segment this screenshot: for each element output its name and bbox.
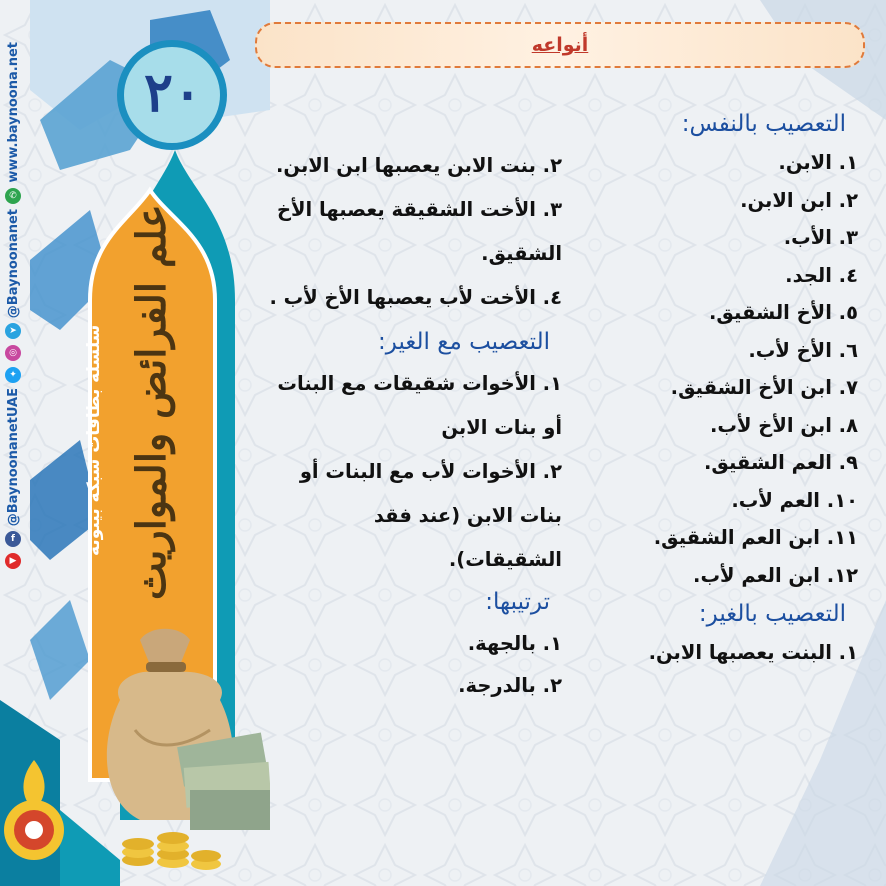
card-number: ٢٠	[143, 60, 202, 124]
list-item: ٣. الأب.	[783, 226, 858, 249]
list-item: ٦. الأخ لأب.	[748, 338, 858, 362]
list-item: ٤. الأخت لأب يعصبها الأخ لأب .	[269, 286, 562, 309]
facebook-icon: f	[5, 531, 21, 547]
list-item: ٩. العم الشقيق.	[703, 451, 858, 474]
list-item: ٣. الأخت الشقيقة يعصبها الأخ الشقيق.	[276, 198, 562, 265]
heading-with-other: التعصيب مع الغير:	[378, 329, 550, 355]
list-item: ٤. الجد.	[785, 263, 858, 287]
list-item: ١. بالجهة.	[467, 632, 562, 655]
website-text: www.baynoona.net	[5, 42, 21, 183]
list-item: ٨. ابن الأخ لأب.	[709, 413, 858, 437]
youtube-icon: ▶	[5, 553, 21, 569]
page-title: أنواعه	[531, 34, 589, 56]
list-item: ١٠. العم لأب.	[731, 488, 858, 512]
handle-baynoonanetuae: @BaynoonanetUAE	[5, 387, 21, 527]
series-title: سلسلة بطاقات شبكة بينونة	[84, 324, 104, 556]
left-decorative-panel	[0, 0, 270, 886]
heading-self: التعصيب بالنفس:	[681, 111, 846, 137]
telegram-icon: ➤	[5, 323, 21, 339]
list-item: ١. الأخوات شقيقات مع البنات أو بنات الابن	[277, 372, 562, 439]
list-item: ١. البنت يعصبها الابن.	[648, 641, 858, 664]
list-item: ١٢. ابن العم لأب.	[693, 563, 858, 587]
list-item: ٧. ابن الأخ الشقيق.	[670, 376, 858, 399]
whatsapp-icon: ✆	[5, 188, 21, 204]
list-item: ١١. ابن العم الشقيق.	[653, 526, 858, 549]
social-strip	[0, 40, 26, 700]
list-item: ٢. بنت الابن يعصبها ابن الابن.	[276, 154, 562, 177]
gold-coins-illustration	[118, 800, 238, 880]
list-item: ٥. الأخ الشقيق.	[709, 301, 858, 324]
list-item: ٢. ابن الابن.	[740, 188, 858, 212]
right-column	[588, 104, 858, 672]
heading-order: ترتيبها:	[485, 589, 550, 615]
header-banner	[255, 22, 865, 68]
list-item: ١. الابن.	[778, 151, 858, 174]
twitter-icon: ✦	[5, 367, 21, 383]
baynoona-logo	[0, 700, 90, 886]
list-item: ٢. بالدرجة.	[458, 674, 562, 697]
list-item: ٢. الأخوات لأب مع البنات أو بنات الابن (عند فقد الشقيقات).	[299, 460, 562, 571]
left-column	[262, 144, 562, 706]
heading-other: التعصيب بالغير:	[698, 601, 846, 627]
calligraphy-title: علم الفرائض والمواريث	[128, 204, 175, 600]
instagram-icon: ◎	[5, 345, 21, 361]
handle-baynoonanet: @Baynoonanet	[5, 208, 21, 318]
